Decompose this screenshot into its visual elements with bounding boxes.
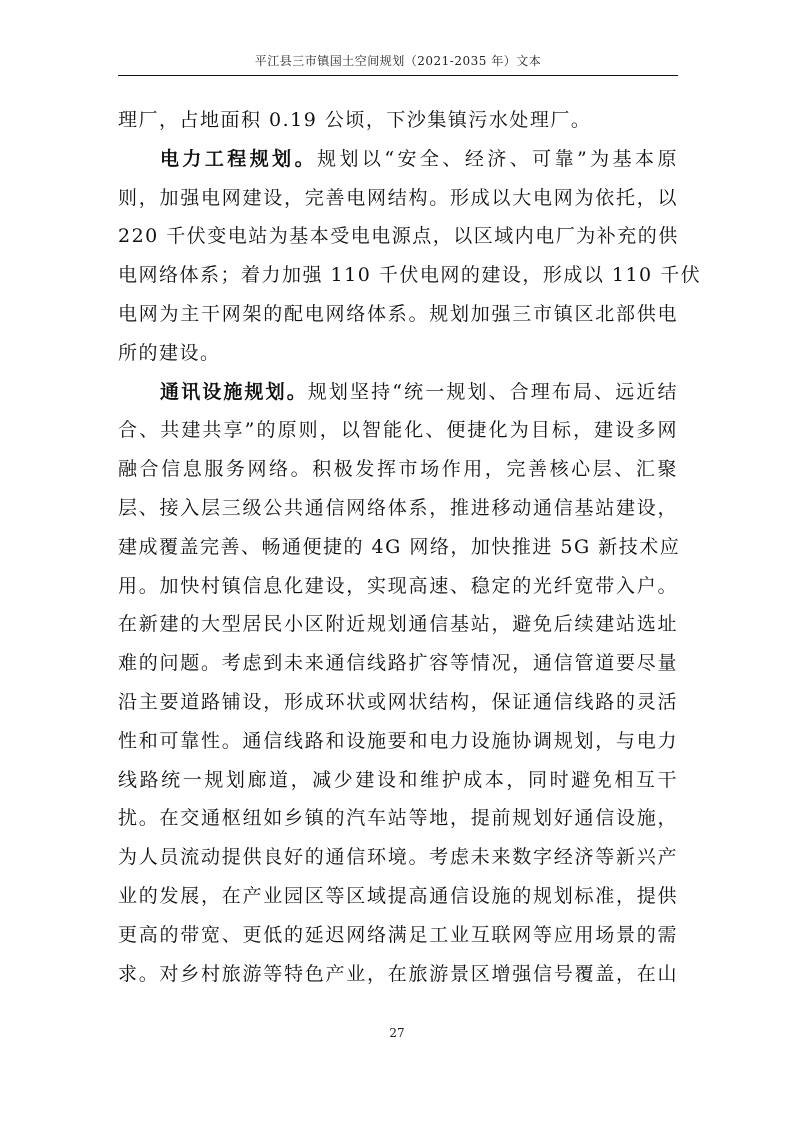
paragraph-line: 融合信息服务网络。积极发挥市场作用，完善核心层、汇聚 [118, 458, 678, 481]
paragraph-line [118, 373, 678, 412]
paragraph-line: 建成覆盖完善、畅通便捷的 4G 网络，加快推进 5G 新技术应 [118, 535, 681, 558]
paragraph-line: 所的建设。 [118, 341, 221, 364]
paragraph-line: 电网为主干网架的配电网络体系。规划加强三市镇区北部供电 [118, 302, 678, 325]
paragraph-line: 业的发展，在产业园区等区域提高通信设施的规划标准，提供 [118, 884, 678, 907]
paragraph-text: 规划坚持“统一规划、合理布局、远近结 [307, 380, 678, 403]
paragraph-line [118, 140, 678, 179]
paragraph-line: 用。加快村镇信息化建设，实现高速、稳定的光纤宽带入户。 [118, 574, 678, 597]
paragraph-line: 扰。在交通枢纽如乡镇的汽车站等地，提前规划好通信设施， [118, 807, 678, 830]
header-divider [118, 75, 678, 76]
paragraph-line: 电网络体系；着力加强 110 千伏电网的建设，形成以 110 千伏 [118, 264, 702, 287]
paragraph-text: 规划以“安全、经济、可靠”为基本原 [317, 147, 678, 170]
paragraph-line: 在新建的大型居民小区附近规划通信基站，避免后续建站选址 [118, 613, 678, 636]
page-number: 27 [389, 1026, 405, 1040]
paragraph-line: 更高的带宽、更低的延迟网络满足工业互联网等应用场景的需 [118, 923, 678, 946]
paragraph-line: 为人员流动提供良好的通信环境。考虑未来数字经济等新兴产 [118, 846, 678, 869]
paragraph-line: 线路统一规划廊道，减少建设和维护成本，同时避免相互干 [118, 768, 678, 791]
paragraph-line: 则，加强电网建设，完善电网结构。形成以大电网为依托，以 [118, 186, 678, 209]
paragraph-line: 层、接入层三级公共通信网络体系，推进移动通信基站建设， [118, 496, 678, 519]
paragraph-line: 沿主要道路铺设，形成环状或网状结构，保证通信线路的灵活 [118, 690, 678, 713]
paragraph-line: 求。对乡村旅游等特色产业，在旅游景区增强信号覆盖，在山 [118, 962, 678, 985]
section-lead-telecom: 通讯设施规划。 [160, 380, 308, 403]
paragraph-line: 理厂，占地面积 0.19 公顷，下沙集镇污水处理厂。 [118, 109, 592, 131]
paragraph-line: 合、共建共享”的原则，以智能化、便捷化为目标，建设多网 [118, 419, 678, 442]
section-lead-power: 电力工程规划。 [160, 147, 318, 170]
paragraph-line: 220 千伏变电站为基本受电电源点，以区域内电厂为补充的供 [118, 225, 679, 248]
running-header: 平江县三市镇国土空间规划（2021-2035 年）文本 [254, 54, 542, 68]
paragraph-line: 性和可靠性。通信线路和设施要和电力设施协调规划，与电力 [118, 729, 678, 752]
document-body [118, 101, 702, 993]
paragraph-line: 难的问题。考虑到未来通信线路扩容等情况，通信管道要尽量 [118, 652, 678, 675]
